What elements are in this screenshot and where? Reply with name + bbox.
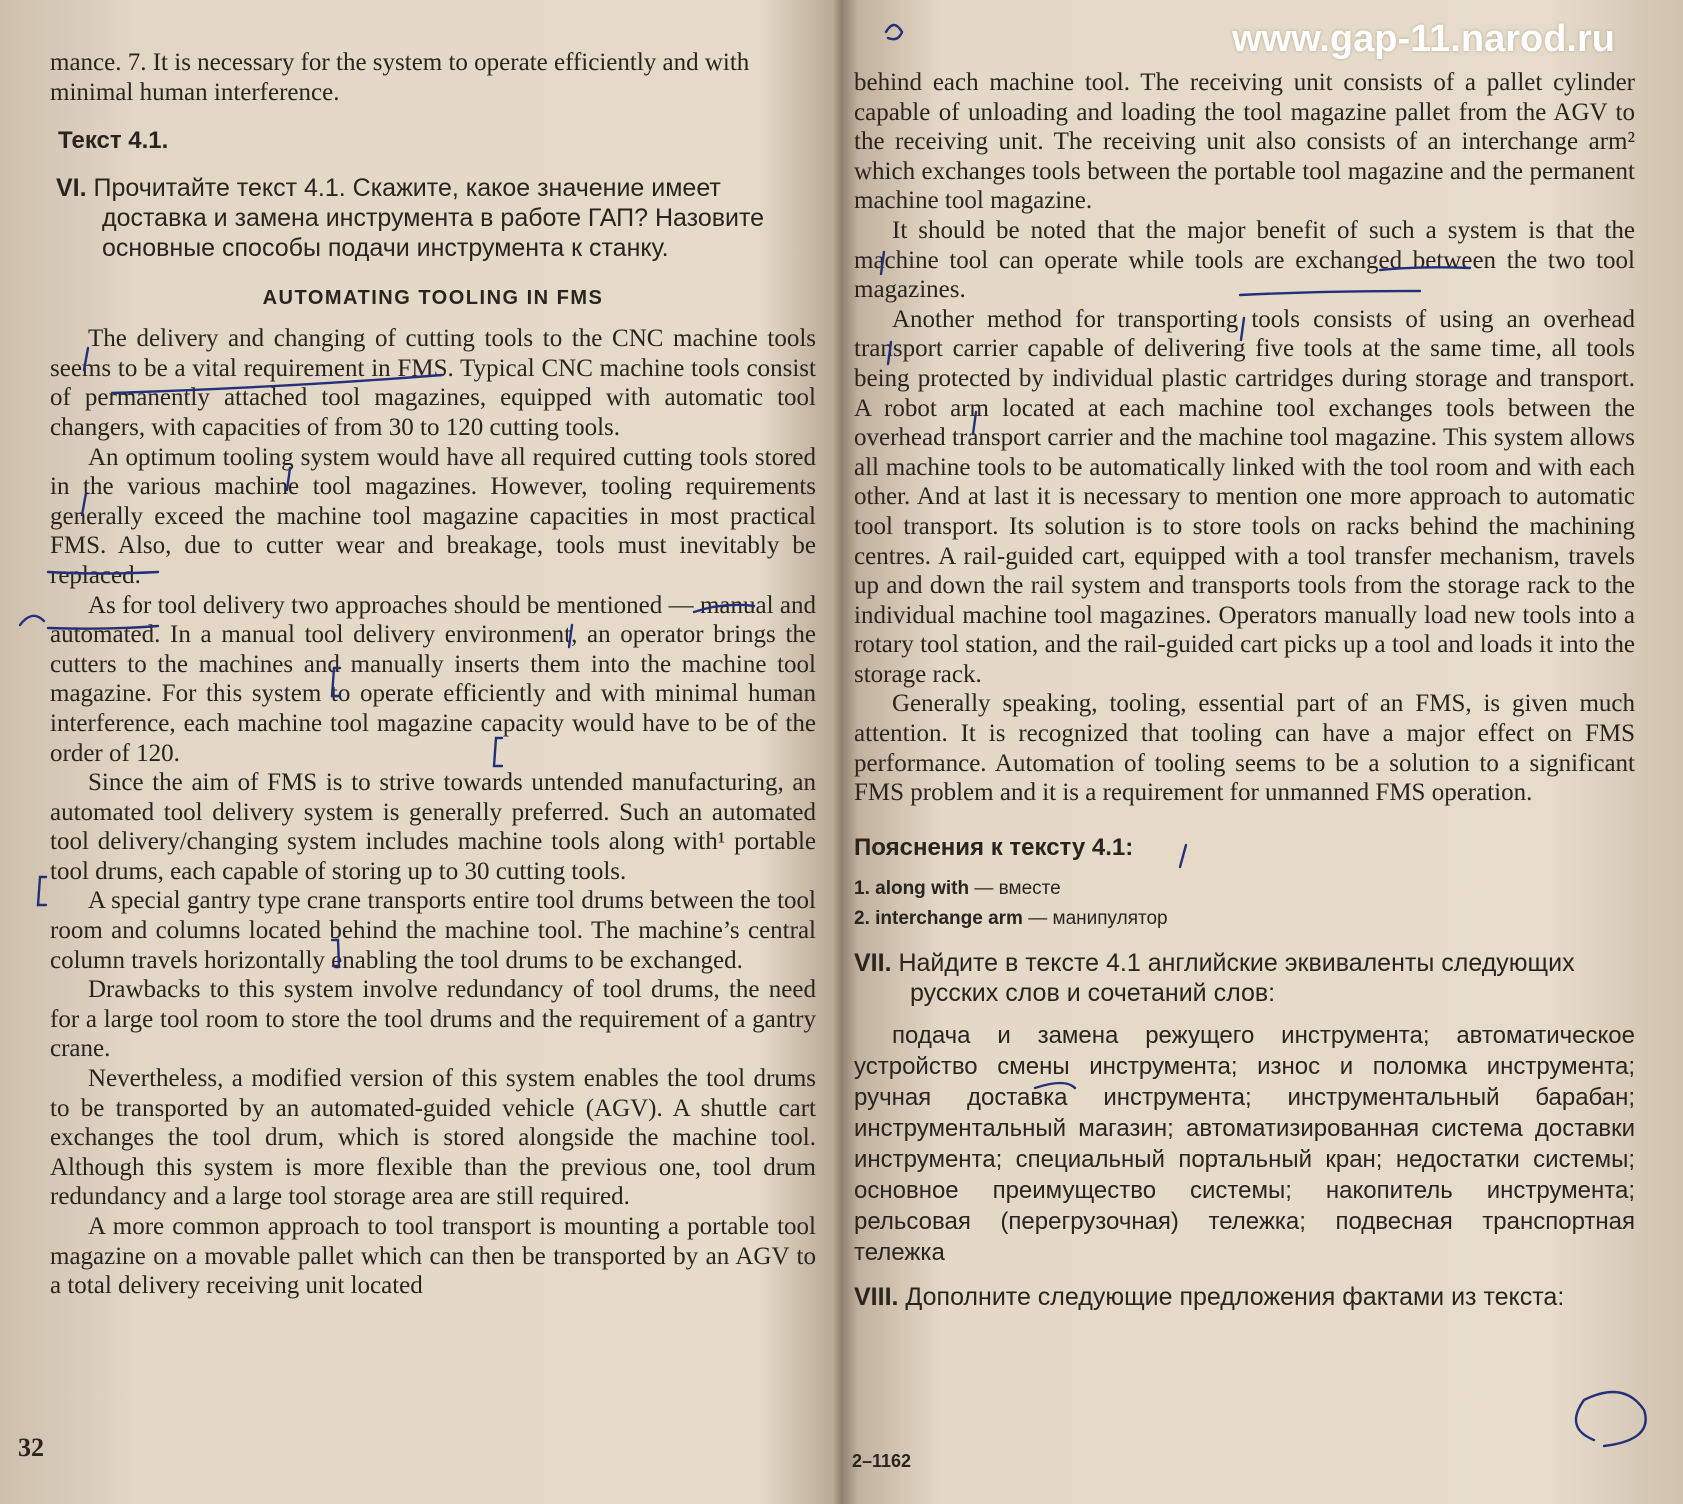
right-paragraph-2: It should be noted that the major benefit of such a system is that the machine tool can operate while tools are exchanged between the two tool magazines. xyxy=(854,216,1635,304)
exercise-vii xyxy=(854,948,1635,1008)
exercise-vii-text: Найдите в тексте 4.1 английские эквиваленты следующих русских слов и сочетаний слов: xyxy=(898,948,1575,1007)
left-paragraph-7: Nevertheless, a modified version of this system enables the tool drums to be transported by an automated-guided vehicle (AGV). A shuttle cart exchanges the tool drum, which is stored alongside the machine tool. Although this system is more flexible than the previous one, tool drum redundancy and a large tool storage area are still required. xyxy=(50,1065,816,1211)
notes-heading: Пояснения к тексту 4.1: xyxy=(854,833,1134,861)
signature-mark: 2–1162 xyxy=(852,1451,912,1471)
site-watermark: www.gap-11.narod.ru xyxy=(1232,18,1615,60)
right-paragraph-3: Another method for transporting tools consists of using an overhead transport carrier capable of delivering five tools at the same time, all tools being protected by individual plastic cartridges during storage and transport. A robot arm located at each machine tool exchanges tools between the overhead transport carrier and the machine tool magazine. This system allows all machine tools to be automatically linked with the tool room and with each other. And at last it is necessary to mention one more approach to automatic tool transport. Its solution is to store tools on racks behind the machining centres. A rail-guided cart, equipped with a tool transfer mechanism, travels up and down the rail system and transports tools from the storage rack to the individual machine tool magazines. Operators manually load new tools into a rotary tool station, and the rail-guided cart picks up a tool and loads it into the storage rack. xyxy=(854,305,1635,688)
note-1-translation: — вместе xyxy=(969,877,1061,899)
exercise-vi-text: Прочитайте текст 4.1. Скажите, какое значение имеет доставка и замена инструмента в работе ГАП? Назовите основные способы подачи инструмента к станку. xyxy=(93,174,765,263)
left-paragraph-2: An optimum tooling system would have all required cutting tools stored in the various machine tool magazines. However, tooling requirements generally exceed the machine tool magazine capacities in most practical FMS. Also, due to cutter wear and breakage, tools must inevitably be replaced. xyxy=(50,443,816,589)
note-2 xyxy=(854,904,1635,934)
note-2-translation: — манипулятор xyxy=(1022,907,1168,929)
text-heading: Текст 4.1. xyxy=(58,127,169,155)
left-paragraph-1: The delivery and changing of cutting tools to the CNC machine tools seems to be a vital requirement in FMS. Typical CNC machine tools consist of permanently attached tool magazines, equipped with automatic tool changers, with capacities of from 30 to 120 cutting tools. xyxy=(50,325,816,441)
exercise-viii xyxy=(854,1282,1635,1312)
page-number: 32 xyxy=(18,1433,44,1462)
right-paragraph-4: Generally speaking, tooling, essential part of an FMS, is given much attention. It is recognized that tooling can have a major effect on FMS performance. Automation of tooling seems to be a solution to a significant FMS problem and it is a requirement for unmanned FMS operation. xyxy=(854,690,1635,807)
article-title: AUTOMATING TOOLING IN FMS xyxy=(262,287,604,310)
exercise-vi xyxy=(50,173,816,263)
right-page xyxy=(846,0,1683,1504)
note-1 xyxy=(854,874,1635,904)
note-1-term: 1. along with xyxy=(854,877,970,899)
left-paragraph-4: Since the aim of FMS is to strive towards untended manufacturing, an automated tool delivery system is generally preferred. Such an automated tool delivery/changing system includes machine tools along with¹ portable tool drums, each capable of storing up to 30 cutting tools. xyxy=(50,769,816,885)
left-paragraph-8: A more common approach to tool transport is mounting a portable tool magazine on a movable pallet which can then be transported by an AGV to a total delivery receiving unit located xyxy=(50,1213,816,1300)
right-paragraph-1: behind each machine tool. The receiving unit consists of a pallet cylinder capable of unloading and loading the tool magazine pallet from the AGV to the receiving unit. The receiving unit also consists of an interchange arm² which exchanges tools between the portable tool magazine and the permanent machine tool magazine. xyxy=(854,69,1635,215)
continuation-text: mance. 7. It is necessary for the system to operate efficiently and with minimal human interference. xyxy=(50,49,750,106)
exercise-vi-number: VI. xyxy=(56,174,87,203)
left-paragraph-3: As for tool delivery two approaches should be mentioned — manual and automated. In a manual tool delivery environment, an operator brings the cutters to the machines and manually inserts them into the machine tool magazine. For this system to operate efficiently and with minimal human interference, each machine tool magazine capacity would have to be of the order of 120. xyxy=(50,591,816,767)
exercise-vii-number: VII. xyxy=(854,948,892,977)
vocab-list: подача и замена режущего инструмента; автоматическое устройство смены инструмента; износ и поломка инструмента; ручная доставка инструмента; инструментальный барабан; инструментальный магазин; автоматизированная система доставки инструмента; специальный портальный кран; недостатки системы; основное преимущество системы; накопитель инструмента; рельсовая (перегрузочная) тележка; подвесная транспортная тележка xyxy=(854,1021,1635,1266)
left-paragraph-5: A special gantry type crane transports entire tool drums between the tool room and columns located behind the machine tool. The machine’s central column travels horizontally enabling the tool drums to be exchanged. xyxy=(50,887,816,974)
left-page xyxy=(0,0,840,1504)
note-2-term: 2. interchange arm xyxy=(854,907,1023,929)
left-paragraph-6: Drawbacks to this system involve redundancy of tool drums, the need for a large tool room to store the tool drums and the requirement of a gantry crane. xyxy=(50,976,816,1063)
exercise-viii-number: VIII. xyxy=(854,1282,899,1311)
exercise-viii-text: Дополните следующие предложения фактами из текста: xyxy=(905,1282,1565,1311)
